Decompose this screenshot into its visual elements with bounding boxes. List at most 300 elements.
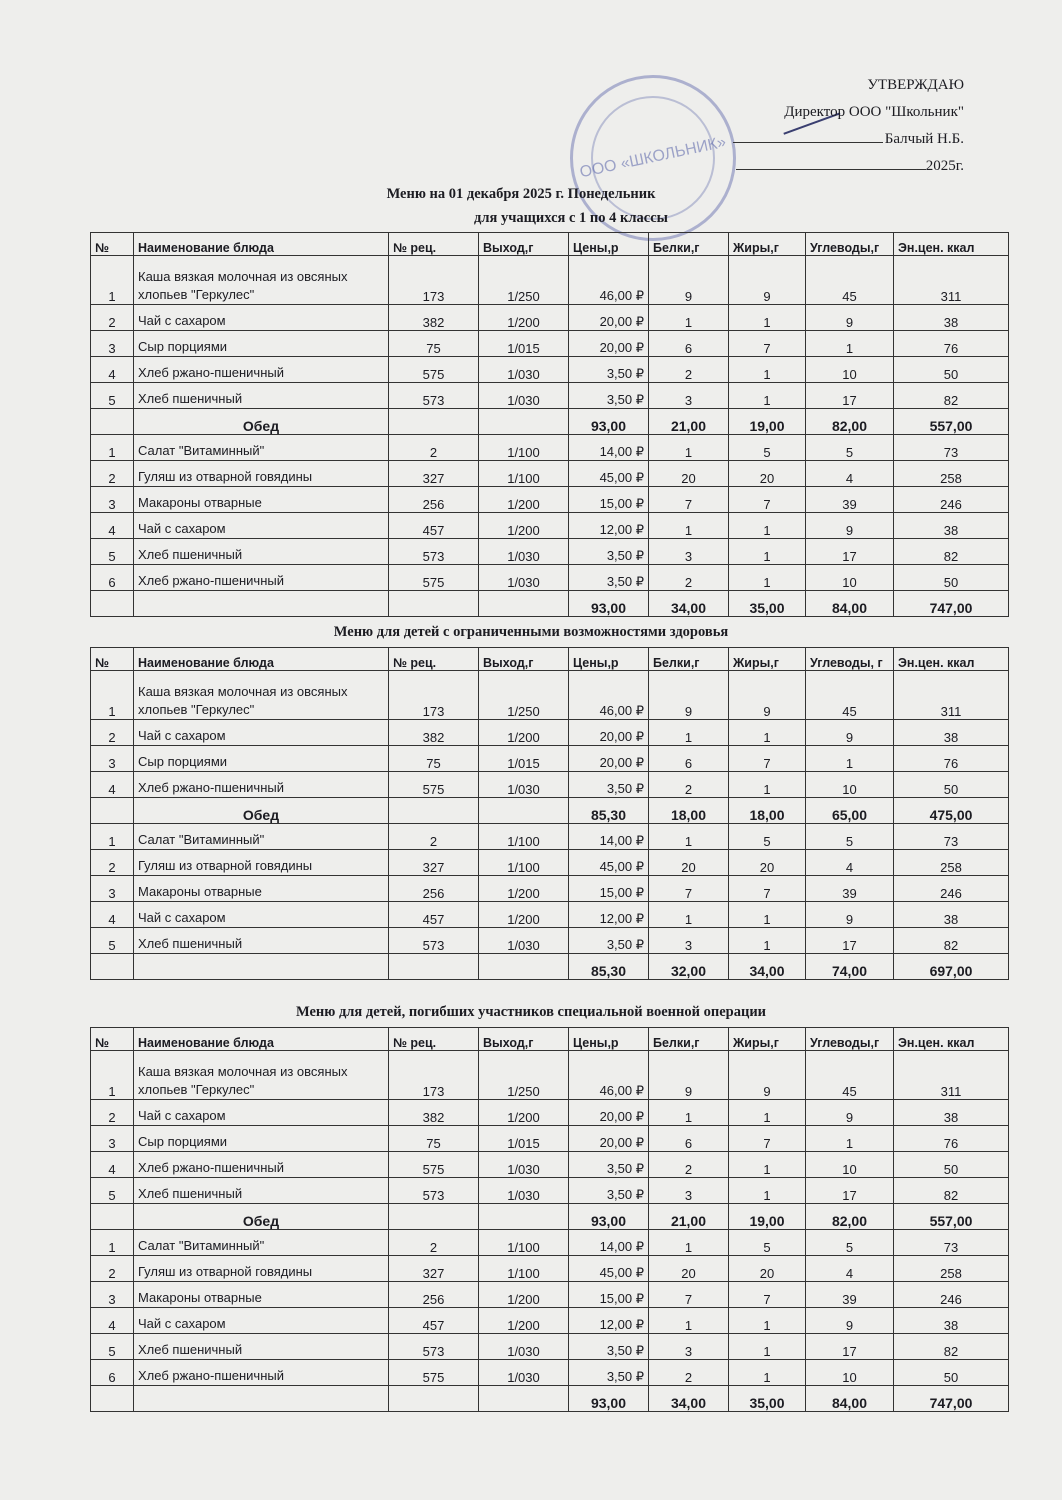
carbs: 1 — [806, 746, 894, 772]
empty-cell — [389, 1386, 479, 1412]
recipe-number: 2 — [389, 824, 479, 850]
fats: 5 — [729, 435, 806, 461]
table-row — [91, 1334, 1009, 1360]
portion-size: 1/015 — [479, 331, 569, 357]
table-row — [91, 824, 1009, 850]
price: 45,00 ₽ — [569, 1256, 649, 1282]
proteins: 6 — [649, 746, 729, 772]
portion-size: 1/200 — [479, 487, 569, 513]
approval-year: 2025г. — [925, 158, 964, 174]
calories: 50 — [894, 1152, 1009, 1178]
fats: 1 — [729, 565, 806, 591]
table-row — [91, 435, 1009, 461]
empty-cell — [91, 798, 134, 824]
empty-cell — [91, 1386, 134, 1412]
carbs: 5 — [806, 435, 894, 461]
dish-name: Хлеб пшеничный — [134, 383, 389, 409]
recipe-number: 327 — [389, 850, 479, 876]
section-title-2: Меню для детей с ограниченными возможностями здоровья — [333, 624, 729, 640]
table-row — [91, 1126, 1009, 1152]
calories: 38 — [894, 1308, 1009, 1334]
table-row — [91, 902, 1009, 928]
empty-cell — [389, 409, 479, 435]
table-row — [91, 746, 1009, 772]
price: 12,00 ₽ — [569, 513, 649, 539]
column-header: Жиры,г — [729, 648, 806, 671]
calories: 50 — [894, 357, 1009, 383]
column-header: Выход,г — [479, 233, 569, 256]
table-row — [91, 539, 1009, 565]
recipe-number: 573 — [389, 539, 479, 565]
calories: 82 — [894, 928, 1009, 954]
empty-cell — [389, 591, 479, 617]
proteins: 1 — [649, 902, 729, 928]
portion-size: 1/030 — [479, 565, 569, 591]
fats: 1 — [729, 305, 806, 331]
total-value: 84,00 — [806, 591, 894, 617]
portion-size: 1/250 — [479, 671, 569, 720]
approval-block — [733, 72, 964, 180]
table-row — [91, 565, 1009, 591]
price: 15,00 ₽ — [569, 876, 649, 902]
item-number: 3 — [91, 1282, 134, 1308]
column-header: Белки,г — [649, 648, 729, 671]
fats: 1 — [729, 383, 806, 409]
column-header: Наименование блюда — [134, 1028, 389, 1051]
table-row — [91, 487, 1009, 513]
item-number: 2 — [91, 1100, 134, 1126]
approval-position: Директор ООО "Школьник" — [784, 104, 964, 120]
dish-name: Салат "Витаминный" — [134, 1230, 389, 1256]
total-value: 93,00 — [569, 591, 649, 617]
dish-name: Сыр порциями — [134, 1126, 389, 1152]
proteins: 1 — [649, 1100, 729, 1126]
dish-name: Гуляш из отварной говядины — [134, 461, 389, 487]
item-number: 2 — [91, 720, 134, 746]
calories: 311 — [894, 256, 1009, 305]
table-row — [91, 383, 1009, 409]
total-value: 93,00 — [569, 1204, 649, 1230]
empty-cell — [479, 1204, 569, 1230]
price: 3,50 ₽ — [569, 1360, 649, 1386]
table-row — [91, 928, 1009, 954]
item-number: 5 — [91, 928, 134, 954]
fats: 7 — [729, 1282, 806, 1308]
column-header: Эн.цен. ккал — [894, 648, 1009, 671]
item-number: 4 — [91, 1308, 134, 1334]
portion-size: 1/030 — [479, 383, 569, 409]
fats: 1 — [729, 772, 806, 798]
fats: 9 — [729, 671, 806, 720]
price: 3,50 ₽ — [569, 1152, 649, 1178]
fats: 9 — [729, 256, 806, 305]
total-value: 747,00 — [894, 1386, 1009, 1412]
dish-name: Макароны отварные — [134, 1282, 389, 1308]
total-row — [91, 591, 1009, 617]
recipe-number: 573 — [389, 1178, 479, 1204]
dish-name: Хлеб пшеничный — [134, 1334, 389, 1360]
total-value: 18,00 — [729, 798, 806, 824]
calories: 50 — [894, 772, 1009, 798]
total-value: 34,00 — [729, 954, 806, 980]
calories: 246 — [894, 876, 1009, 902]
proteins: 7 — [649, 1282, 729, 1308]
proteins: 3 — [649, 539, 729, 565]
column-header: № — [91, 1028, 134, 1051]
fats: 1 — [729, 928, 806, 954]
carbs: 17 — [806, 1334, 894, 1360]
column-header: Углеводы,г — [806, 233, 894, 256]
table-row — [91, 357, 1009, 383]
item-number: 1 — [91, 435, 134, 461]
proteins: 20 — [649, 461, 729, 487]
total-value: 557,00 — [894, 409, 1009, 435]
portion-size: 1/030 — [479, 772, 569, 798]
item-number: 3 — [91, 487, 134, 513]
dish-name: Гуляш из отварной говядины — [134, 1256, 389, 1282]
portion-size: 1/100 — [479, 1230, 569, 1256]
total-value: 84,00 — [806, 1386, 894, 1412]
portion-size: 1/030 — [479, 1360, 569, 1386]
calories: 258 — [894, 461, 1009, 487]
column-header: № рец. — [389, 1028, 479, 1051]
fats: 1 — [729, 902, 806, 928]
price: 3,50 ₽ — [569, 772, 649, 798]
price: 12,00 ₽ — [569, 1308, 649, 1334]
item-number: 1 — [91, 256, 134, 305]
recipe-number: 382 — [389, 720, 479, 746]
signature-line — [733, 142, 883, 143]
fats: 1 — [729, 357, 806, 383]
table-row — [91, 1100, 1009, 1126]
price: 15,00 ₽ — [569, 1282, 649, 1308]
price: 45,00 ₽ — [569, 850, 649, 876]
portion-size: 1/030 — [479, 357, 569, 383]
price: 14,00 ₽ — [569, 435, 649, 461]
dish-name: Макароны отварные — [134, 487, 389, 513]
recipe-number: 575 — [389, 772, 479, 798]
dish-name: Чай с сахаром — [134, 902, 389, 928]
proteins: 7 — [649, 876, 729, 902]
column-header: Жиры,г — [729, 1028, 806, 1051]
item-number: 4 — [91, 357, 134, 383]
calories: 76 — [894, 331, 1009, 357]
recipe-number: 256 — [389, 876, 479, 902]
total-value: 74,00 — [806, 954, 894, 980]
approval-name: Балчый Н.Б. — [884, 131, 964, 147]
price: 14,00 ₽ — [569, 1230, 649, 1256]
calories: 258 — [894, 1256, 1009, 1282]
total-value: 18,00 — [649, 798, 729, 824]
table-row — [91, 305, 1009, 331]
calories: 82 — [894, 1334, 1009, 1360]
recipe-number: 75 — [389, 1126, 479, 1152]
item-number: 2 — [91, 461, 134, 487]
dish-name: Хлеб пшеничный — [134, 1178, 389, 1204]
total-value: 557,00 — [894, 1204, 1009, 1230]
item-number: 4 — [91, 902, 134, 928]
calories: 38 — [894, 720, 1009, 746]
price: 3,50 ₽ — [569, 928, 649, 954]
proteins: 9 — [649, 671, 729, 720]
fats: 1 — [729, 1178, 806, 1204]
proteins: 6 — [649, 1126, 729, 1152]
empty-cell — [134, 954, 389, 980]
proteins: 2 — [649, 772, 729, 798]
empty-cell — [91, 1204, 134, 1230]
column-header: Выход,г — [479, 1028, 569, 1051]
fats: 1 — [729, 720, 806, 746]
portion-size: 1/030 — [479, 928, 569, 954]
portion-size: 1/200 — [479, 513, 569, 539]
fats: 20 — [729, 461, 806, 487]
fats: 7 — [729, 331, 806, 357]
table-row — [91, 256, 1009, 305]
table-row — [91, 1152, 1009, 1178]
recipe-number: 575 — [389, 565, 479, 591]
recipe-number: 173 — [389, 1051, 479, 1100]
fats: 7 — [729, 876, 806, 902]
fats: 20 — [729, 850, 806, 876]
proteins: 1 — [649, 305, 729, 331]
table-row — [91, 850, 1009, 876]
proteins: 2 — [649, 1152, 729, 1178]
menu-table-special-needs — [90, 647, 1009, 980]
proteins: 3 — [649, 1334, 729, 1360]
carbs: 10 — [806, 772, 894, 798]
price: 3,50 ₽ — [569, 1334, 649, 1360]
recipe-number: 575 — [389, 357, 479, 383]
proteins: 1 — [649, 513, 729, 539]
recipe-number: 173 — [389, 256, 479, 305]
total-value: 82,00 — [806, 409, 894, 435]
dish-name: Хлеб ржано-пшеничный — [134, 565, 389, 591]
dish-name: Хлеб пшеничный — [134, 539, 389, 565]
proteins: 9 — [649, 256, 729, 305]
proteins: 1 — [649, 824, 729, 850]
carbs: 17 — [806, 1178, 894, 1204]
column-header: Наименование блюда — [134, 648, 389, 671]
total-value: 32,00 — [649, 954, 729, 980]
fats: 20 — [729, 1256, 806, 1282]
recipe-number: 575 — [389, 1152, 479, 1178]
price: 46,00 ₽ — [569, 1051, 649, 1100]
dish-name: Хлеб ржано-пшеничный — [134, 1152, 389, 1178]
item-number: 3 — [91, 1126, 134, 1152]
total-value: 85,30 — [569, 954, 649, 980]
carbs: 17 — [806, 383, 894, 409]
item-number: 2 — [91, 1256, 134, 1282]
portion-size: 1/030 — [479, 1152, 569, 1178]
carbs: 9 — [806, 902, 894, 928]
dish-name: Хлеб ржано-пшеничный — [134, 357, 389, 383]
carbs: 39 — [806, 876, 894, 902]
proteins: 2 — [649, 1360, 729, 1386]
dish-name: Чай с сахаром — [134, 1100, 389, 1126]
portion-size: 1/100 — [479, 435, 569, 461]
calories: 246 — [894, 487, 1009, 513]
recipe-number: 457 — [389, 902, 479, 928]
proteins: 9 — [649, 1051, 729, 1100]
empty-cell — [91, 409, 134, 435]
fats: 1 — [729, 1360, 806, 1386]
calories: 50 — [894, 1360, 1009, 1386]
column-header: Цены,р — [569, 1028, 649, 1051]
price: 20,00 ₽ — [569, 1126, 649, 1152]
portion-size: 1/250 — [479, 1051, 569, 1100]
carbs: 4 — [806, 850, 894, 876]
proteins: 20 — [649, 850, 729, 876]
dish-name: Чай с сахаром — [134, 305, 389, 331]
proteins: 2 — [649, 565, 729, 591]
calories: 82 — [894, 383, 1009, 409]
fats: 1 — [729, 539, 806, 565]
table-row — [91, 671, 1009, 720]
carbs: 9 — [806, 720, 894, 746]
recipe-number: 327 — [389, 461, 479, 487]
item-number: 5 — [91, 1178, 134, 1204]
calories: 76 — [894, 746, 1009, 772]
table-row — [91, 1360, 1009, 1386]
empty-cell — [389, 1204, 479, 1230]
carbs: 9 — [806, 1100, 894, 1126]
recipe-number: 75 — [389, 746, 479, 772]
menu-table-svo-families — [90, 1027, 1009, 1412]
fats: 1 — [729, 1152, 806, 1178]
calories: 50 — [894, 565, 1009, 591]
carbs: 9 — [806, 513, 894, 539]
table-header-row — [91, 1028, 1009, 1051]
empty-cell — [479, 954, 569, 980]
empty-cell — [91, 954, 134, 980]
dish-name: Каша вязкая молочная из овсяных хлопьев "Геркулес" — [134, 671, 389, 720]
price: 20,00 ₽ — [569, 720, 649, 746]
proteins: 2 — [649, 357, 729, 383]
fats: 5 — [729, 1230, 806, 1256]
portion-size: 1/015 — [479, 1126, 569, 1152]
recipe-number: 327 — [389, 1256, 479, 1282]
table-row — [91, 876, 1009, 902]
column-header: № рец. — [389, 648, 479, 671]
recipe-number: 256 — [389, 1282, 479, 1308]
proteins: 1 — [649, 1230, 729, 1256]
menu-subtitle: для учащихся с 1 по 4 классы — [474, 210, 668, 226]
dish-name: Чай с сахаром — [134, 720, 389, 746]
price: 3,50 ₽ — [569, 357, 649, 383]
portion-size: 1/015 — [479, 746, 569, 772]
item-number: 2 — [91, 850, 134, 876]
column-header: Цены,р — [569, 233, 649, 256]
price: 12,00 ₽ — [569, 902, 649, 928]
price: 3,50 ₽ — [569, 539, 649, 565]
carbs: 10 — [806, 1152, 894, 1178]
table-row — [91, 331, 1009, 357]
total-row — [91, 954, 1009, 980]
item-number: 6 — [91, 565, 134, 591]
section-label: Обед — [134, 798, 389, 824]
section-title-3: Меню для детей, погибших участников специальной военной операции — [295, 1004, 767, 1020]
total-value: 93,00 — [569, 409, 649, 435]
total-value: 34,00 — [649, 1386, 729, 1412]
fats: 1 — [729, 1334, 806, 1360]
carbs: 1 — [806, 331, 894, 357]
portion-size: 1/200 — [479, 720, 569, 746]
calories: 38 — [894, 1100, 1009, 1126]
table-header-row — [91, 648, 1009, 671]
total-value: 34,00 — [649, 591, 729, 617]
recipe-number: 2 — [389, 1230, 479, 1256]
dish-name: Макароны отварные — [134, 876, 389, 902]
fats: 1 — [729, 513, 806, 539]
dish-name: Сыр порциями — [134, 746, 389, 772]
column-header: Наименование блюда — [134, 233, 389, 256]
portion-size: 1/200 — [479, 1282, 569, 1308]
portion-size: 1/030 — [479, 539, 569, 565]
column-header: № — [91, 648, 134, 671]
dish-name: Салат "Витаминный" — [134, 824, 389, 850]
proteins: 7 — [649, 487, 729, 513]
menu-title: Меню на 01 декабря 2025 г. Понедельник — [386, 186, 656, 202]
proteins: 3 — [649, 928, 729, 954]
total-value: 747,00 — [894, 591, 1009, 617]
carbs: 10 — [806, 565, 894, 591]
total-row — [91, 409, 1009, 435]
fats: 1 — [729, 1308, 806, 1334]
price: 46,00 ₽ — [569, 671, 649, 720]
column-header: Углеводы, г — [806, 648, 894, 671]
price: 20,00 ₽ — [569, 331, 649, 357]
price: 46,00 ₽ — [569, 256, 649, 305]
carbs: 39 — [806, 1282, 894, 1308]
price: 3,50 ₽ — [569, 565, 649, 591]
table-row — [91, 513, 1009, 539]
calories: 73 — [894, 1230, 1009, 1256]
proteins: 6 — [649, 331, 729, 357]
recipe-number: 457 — [389, 513, 479, 539]
dish-name: Хлеб пшеничный — [134, 928, 389, 954]
proteins: 20 — [649, 1256, 729, 1282]
dish-name: Чай с сахаром — [134, 513, 389, 539]
fats: 7 — [729, 746, 806, 772]
portion-size: 1/200 — [479, 876, 569, 902]
proteins: 3 — [649, 383, 729, 409]
carbs: 5 — [806, 1230, 894, 1256]
menu-table-grades-1-4 — [90, 232, 1009, 617]
table-row — [91, 461, 1009, 487]
calories: 76 — [894, 1126, 1009, 1152]
total-value: 65,00 — [806, 798, 894, 824]
dish-name: Каша вязкая молочная из овсяных хлопьев "Геркулес" — [134, 1051, 389, 1100]
recipe-number: 573 — [389, 1334, 479, 1360]
calories: 38 — [894, 902, 1009, 928]
price: 3,50 ₽ — [569, 1178, 649, 1204]
table-row — [91, 720, 1009, 746]
item-number: 5 — [91, 539, 134, 565]
item-number: 2 — [91, 305, 134, 331]
column-header: Белки,г — [649, 233, 729, 256]
stamp-text: ООО «ШКОЛЬНИК» — [578, 133, 728, 182]
portion-size: 1/100 — [479, 850, 569, 876]
approval-heading: УТВЕРЖДАЮ — [867, 77, 964, 93]
total-row — [91, 798, 1009, 824]
total-value: 82,00 — [806, 1204, 894, 1230]
section-label: Обед — [134, 1204, 389, 1230]
price: 20,00 ₽ — [569, 305, 649, 331]
empty-cell — [479, 798, 569, 824]
portion-size: 1/100 — [479, 1256, 569, 1282]
portion-size: 1/200 — [479, 902, 569, 928]
recipe-number: 256 — [389, 487, 479, 513]
